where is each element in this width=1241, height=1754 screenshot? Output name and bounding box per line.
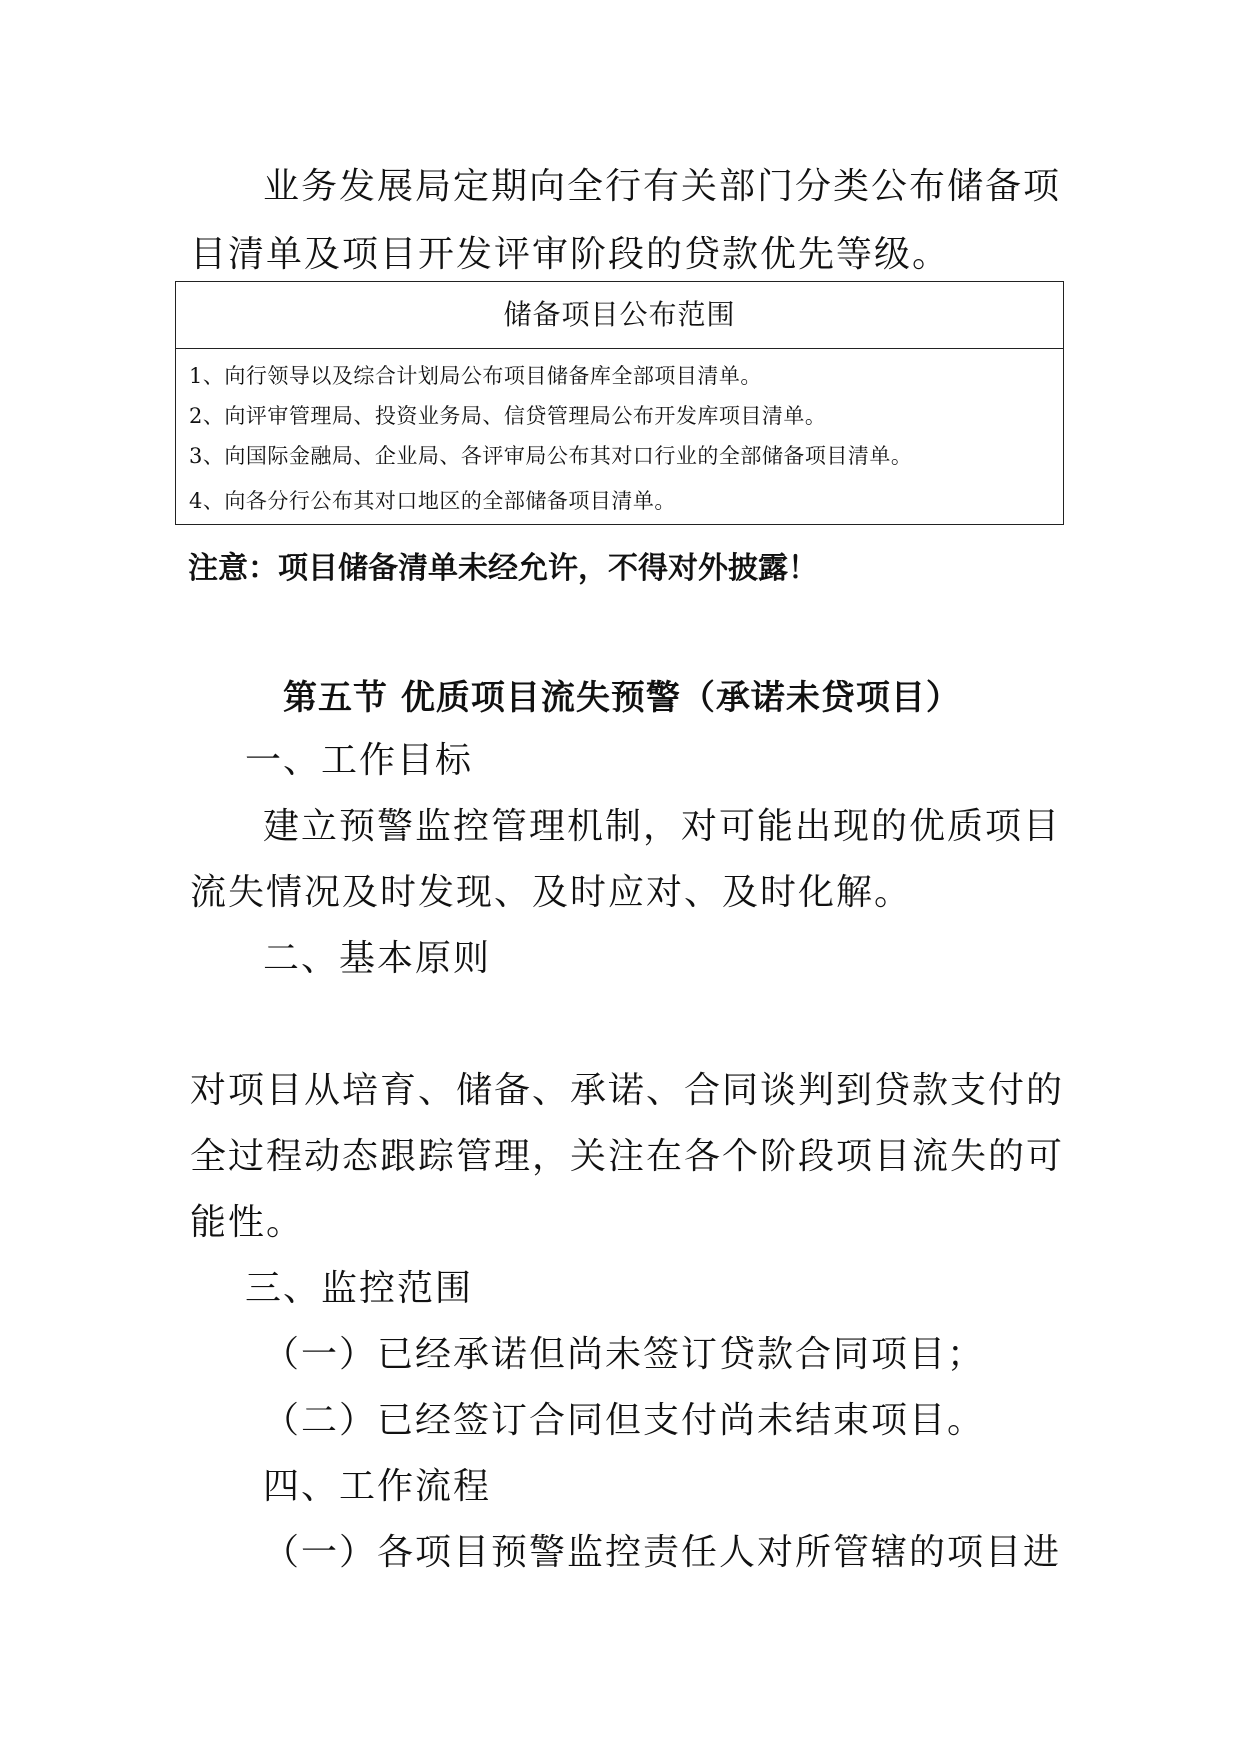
confidential-notice: 注意：项目储备清单未经允许，不得对外披露！: [188, 551, 818, 586]
part4-item-1: （一）各项目预警监控责任人对所管辖的项目进: [263, 1532, 1062, 1573]
section-title: 第五节 优质项目流失预警（承诺未贷项目）: [283, 678, 961, 718]
scope-item-1: 1、向行领导以及综合计划局公布项目储备库全部项目清单。: [189, 364, 762, 388]
part1-heading: 一、工作目标: [245, 740, 474, 781]
part2-heading: 二、基本原则: [263, 938, 492, 979]
part3-heading: 三、监控范围: [245, 1268, 474, 1309]
intro-line-1: 业务发展局定期向全行有关部门分类公布储备项: [263, 166, 1062, 207]
scope-table-title: 储备项目公布范围: [176, 282, 1063, 349]
part2-line-1: 对项目从培育、储备、承诺、合同谈判到贷款支付的: [190, 1070, 1065, 1111]
part3-item-1: （一）已经承诺但尚未签订贷款合同项目；: [263, 1334, 986, 1375]
scope-item-3: 3、向国际金融局、企业局、各评审局公布其对口行业的全部储备项目清单。: [189, 444, 913, 468]
intro-line-2: 目清单及项目开发评审阶段的贷款优先等级。: [190, 234, 951, 275]
part1-line-1: 建立预警监控管理机制，对可能出现的优质项目: [263, 806, 1062, 847]
scope-item-4: 4、向各分行公布其对口地区的全部储备项目清单。: [189, 489, 676, 513]
scope-table: [175, 281, 1064, 525]
part1-line-2: 流失情况及时发现、及时应对、及时化解。: [190, 872, 913, 913]
part3-item-2: （二）已经签订合同但支付尚未结束项目。: [263, 1400, 986, 1441]
part2-line-2: 全过程动态跟踪管理，关注在各个阶段项目流失的可: [190, 1136, 1065, 1177]
scope-item-2: 2、向评审管理局、投资业务局、信贷管理局公布开发库项目清单。: [189, 404, 827, 428]
part2-line-3: 能性。: [190, 1202, 305, 1243]
part4-heading: 四、工作流程: [263, 1466, 492, 1507]
